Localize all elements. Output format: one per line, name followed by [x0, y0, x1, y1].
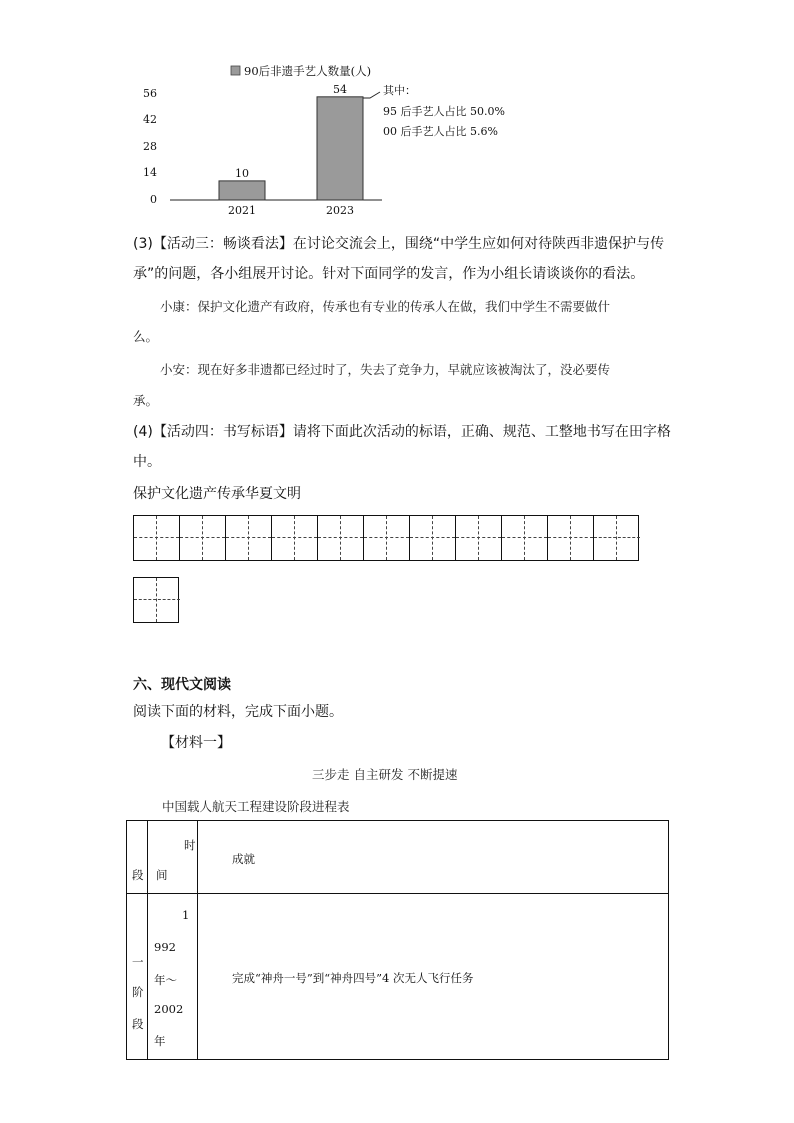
annotation-line-1: 95 后手艺人占比 50.0% [383, 105, 505, 118]
bar-chart [140, 60, 560, 220]
q3-line-1: (3)【活动三：畅谈看法】在讨论交流会上，围绕“中学生应如何对待陕西非遗保护与传 [133, 236, 665, 252]
head-time-top: 时 [184, 838, 196, 852]
section-instruction: 阅读下面的材料，完成下面小题。 [133, 704, 343, 720]
xiaokang-line-1: 小康：保护文化遗产有政府，传承也有专业的传承人在做，我们中学生不需要做什 [160, 299, 611, 314]
head-achievement: 成就 [232, 852, 255, 866]
tianzige-cell[interactable] [180, 516, 226, 560]
row1-achievement: 完成“神舟一号”到“神舟四号”4 次无人飞行任务 [232, 971, 474, 985]
table-caption: 中国载人航天工程建设阶段进程表 [162, 799, 350, 814]
tianzige-cell[interactable] [272, 516, 318, 560]
row1-time-cell [148, 894, 198, 1060]
tianzige-cell[interactable] [502, 516, 548, 560]
bar-value-label: 10 [235, 166, 249, 180]
row1-time-1: 1 [182, 908, 190, 922]
tianzige-row-2 [133, 577, 179, 623]
y-tick-label: 42 [143, 113, 157, 126]
legend-swatch [231, 66, 240, 75]
tianzige-cell[interactable] [548, 516, 594, 560]
section-heading: 六、现代文阅读 [133, 677, 231, 693]
xiaoan-line-2: 承。 [133, 393, 159, 408]
tianzige-cell[interactable] [134, 578, 180, 622]
xiaoan-line-1: 小安：现在好多非遗都已经过时了，失去了竞争力，早就应该被淘汰了，没必要传 [160, 362, 611, 377]
table-head-time-cell [148, 821, 198, 894]
y-tick-label: 14 [143, 166, 157, 179]
table-head-achievement-cell [198, 821, 669, 894]
annotation-line-2: 00 后手艺人占比 5.6% [383, 125, 498, 138]
row1-time-2: 992 [154, 940, 176, 954]
row1-stage-cell [127, 894, 148, 1060]
y-tick-label: 0 [150, 193, 157, 206]
tianzige-cell[interactable] [364, 516, 410, 560]
legend-label: 90后非遗手艺人数量(人) [244, 64, 372, 78]
head-time-bottom: 间 [156, 868, 168, 882]
bar-2023 [317, 97, 363, 200]
row1-time-3: 年～ [154, 973, 177, 987]
tianzige-row-1 [133, 515, 639, 561]
q4-line-2: 中。 [133, 454, 161, 470]
x-tick-label: 2021 [228, 204, 256, 217]
tianzige-cell[interactable] [134, 516, 180, 560]
xiaokang-line-2: 么。 [133, 329, 159, 344]
head-stage-text: 段 [132, 868, 144, 882]
material-subtitle: 三步走 自主研发 不断提速 [312, 767, 458, 782]
row1-achievement-cell [198, 894, 669, 1060]
tianzige-cell[interactable] [318, 516, 364, 560]
q4-line-1: (4)【活动四：书写标语】请将下面此次活动的标语，正确、规范、工整地书写在田字格 [133, 424, 671, 440]
row1-time-5: 年 [154, 1034, 166, 1048]
annotation-leader [363, 92, 380, 98]
tianzige-cell[interactable] [226, 516, 272, 560]
material-label: 【材料一】 [161, 735, 231, 751]
slogan-text: 保护文化遗产传承华夏文明 [133, 486, 301, 502]
annotation-header: 其中： [383, 84, 416, 97]
row1-time-4: 2002 [154, 1002, 184, 1016]
progress-table [126, 820, 669, 1060]
y-tick-label: 28 [143, 140, 157, 153]
bar-2021 [219, 181, 265, 200]
row1-stage-a: 一 [132, 955, 144, 969]
q3-line-2: 承”的问题，各小组展开讨论。针对下面同学的发言，作为小组长请谈谈你的看法。 [133, 266, 645, 282]
row1-stage-c: 段 [132, 1017, 144, 1031]
tianzige-cell[interactable] [594, 516, 640, 560]
tianzige-cell[interactable] [410, 516, 456, 560]
bar-value-label: 54 [333, 82, 347, 96]
y-tick-label: 56 [143, 87, 157, 100]
table-head-stage-cell [127, 821, 148, 894]
x-tick-label: 2023 [326, 204, 354, 217]
tianzige-cell[interactable] [456, 516, 502, 560]
row1-stage-b: 阶 [132, 985, 144, 999]
